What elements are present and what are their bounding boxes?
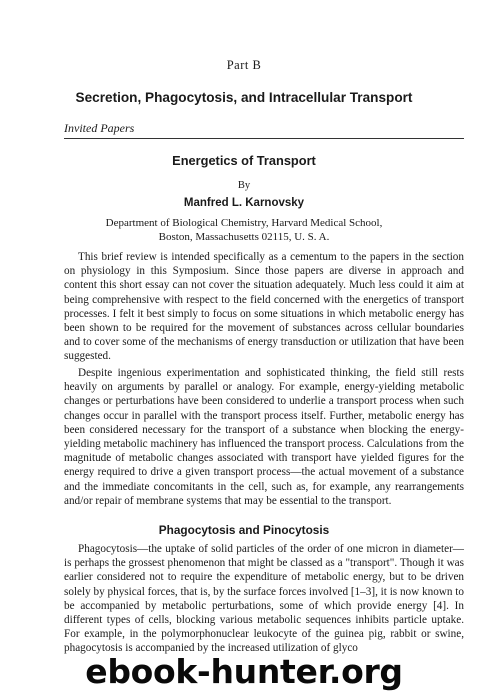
affiliation-line-2: Boston, Massachusetts 02115, U. S. A. (158, 231, 330, 243)
watermark-logo: ebook-hunter.org (85, 652, 403, 691)
affiliation-line-1: Department of Biological Chemistry, Harvard Medical School, (105, 217, 383, 229)
horizontal-rule (64, 138, 464, 139)
paragraph-phagocytosis: Phagocytosis—the uptake of solid particles of the order of one micron in diameter—is perhaps the grossest phenomenon that might be classed as a "transport". Though it was earlier considered not to require the expenditure of metabolic energy, but to be driven solely by physical forces, that is, by the surface forces involved [1–3], it is now known to be accompanied by metabolic perturbations, some of which provide energy [4]. In different types of cells, blocking various metabolic sequences inhibits particle uptake. For example, in the polymorphonuclear leukocyte of the guinea pig, rabbit or swine, phagocytosis is accompanied by the increased utilization of glyco (64, 543, 464, 655)
article-title: Energetics of Transport (172, 153, 316, 168)
subheading-phagocytosis: Phagocytosis and Pinocytosis (158, 523, 330, 537)
part-label: Part B (226, 58, 262, 72)
byline-by: By (237, 180, 251, 191)
invited-papers-label: Invited Papers (64, 121, 135, 135)
paragraph-analogy: Despite ingenious experimentation and sophisticated thinking, the field still rests heavily on arguments by parallel or analogy. For example, energy-yielding metabolic changes or perturbations have been considered to underlie a transport process when such changes occur in parallel with the transport process itself. Further, metabolic energy has been considered necessary for the transport of a substance when blocking the energy-yielding metabolic machinery has influenced the transport process. Calculations from the magnitude of metabolic changes associated with transport have yielded figures for the energy required to drive a given transport process—the actual movement of a substance and the immediate concomitants in the cell, such as, for example, any rearrangements and/or repair of membrane systems that may be essential to the transport. (64, 367, 464, 507)
section-title: Secretion, Phagocytosis, and Intracellular Transport (75, 90, 413, 105)
author-name: Manfred L. Karnovsky (183, 197, 305, 209)
paragraph-intro: This brief review is intended specifically as a cementum to the papers in the section on physiology in this Symposium. Since those papers are diverse in approach and content this short essay can not cover the situation adequately. Much less could it aim at being comprehensive with respect to the field concerned with the energetics of transport processes. I felt it best simply to focus on some situations in which metabolic energy has been shown to be required for the movement of substances across cellular boundaries and to cover some of the mechanisms of energy transduction or utilization that have been suggested. (64, 251, 464, 363)
